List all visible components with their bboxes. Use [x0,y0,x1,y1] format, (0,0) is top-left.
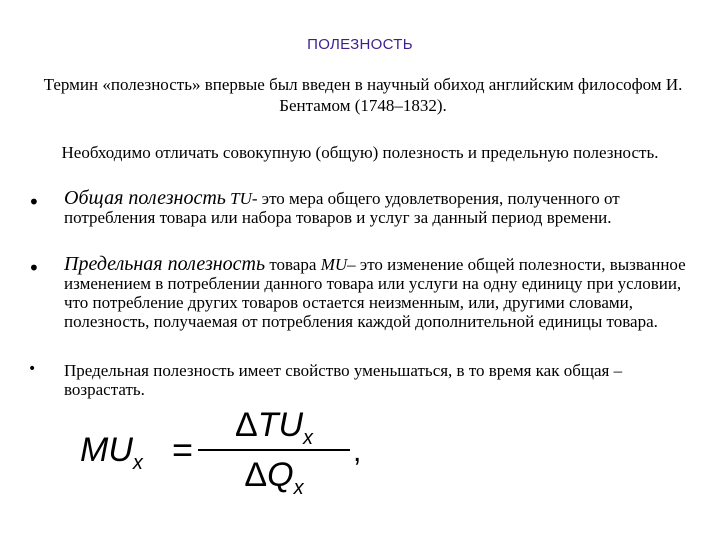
formula-comma: , [353,435,362,468]
bullet-marker: • [28,256,40,280]
bullet-body [64,255,688,331]
symbol-mu: MU [320,255,348,274]
bullet-body [64,189,688,227]
formula-fraction [198,405,350,508]
bullet-diminishing-utility [28,361,688,399]
page-title: ПОЛЕЗНОСТЬ [307,36,413,53]
definition-total-utility: - это мера общего удовлетворения, полученного от потребления товара или набора товаров и услуг за данный период времени. [64,189,620,227]
delta-symbol: Δ [244,456,268,494]
term-marginal-utility: Предельная полезность [64,253,266,275]
formula-denominator-text: Q [267,456,294,494]
bullet-marker: • [28,361,37,377]
formula-numerator-subscript: x [303,427,314,449]
formula-equals: = [172,429,194,470]
formula-lhs-subscript: x [132,452,143,474]
formula-numerator [198,405,350,447]
intro-paragraph: Термин «полезность» впервые был введен в научный обиход английским философом И. Бентамом (1748–1832). [43,75,683,115]
bullet-marker: • [28,190,40,214]
formula-lhs-text: MU [80,431,133,469]
bullet-marginal-utility [28,255,688,331]
fraction-bar [198,449,350,451]
formula-lhs [80,431,143,475]
bullet-total-utility [28,189,688,227]
formula-denominator [198,455,350,508]
delta-symbol: Δ [234,406,258,444]
pre-symbol-word: товара [269,255,317,274]
term-total-utility: Общая полезность [64,187,226,209]
formula-denominator-subscript: x [293,477,304,499]
bullet-body: Предельная полезность имеет свойство уменьшаться, в то время как общая – возрастать. [64,361,623,399]
note-paragraph: Необходимо отличать совокупную (общую) полезность и предельную полезность. [61,143,659,162]
definition-marginal-utility: – это изменение общей полезности, вызванное изменением в потреблении данного товара или услуги на одну единицу при условии, что потребление других товаров остается неизменным, или, другими словами, полезность, получаемая от потребления каждой дополнительной единицы товара. [64,255,686,331]
symbol-tu: TU [230,189,252,208]
formula-numerator-text: TU [257,406,304,444]
